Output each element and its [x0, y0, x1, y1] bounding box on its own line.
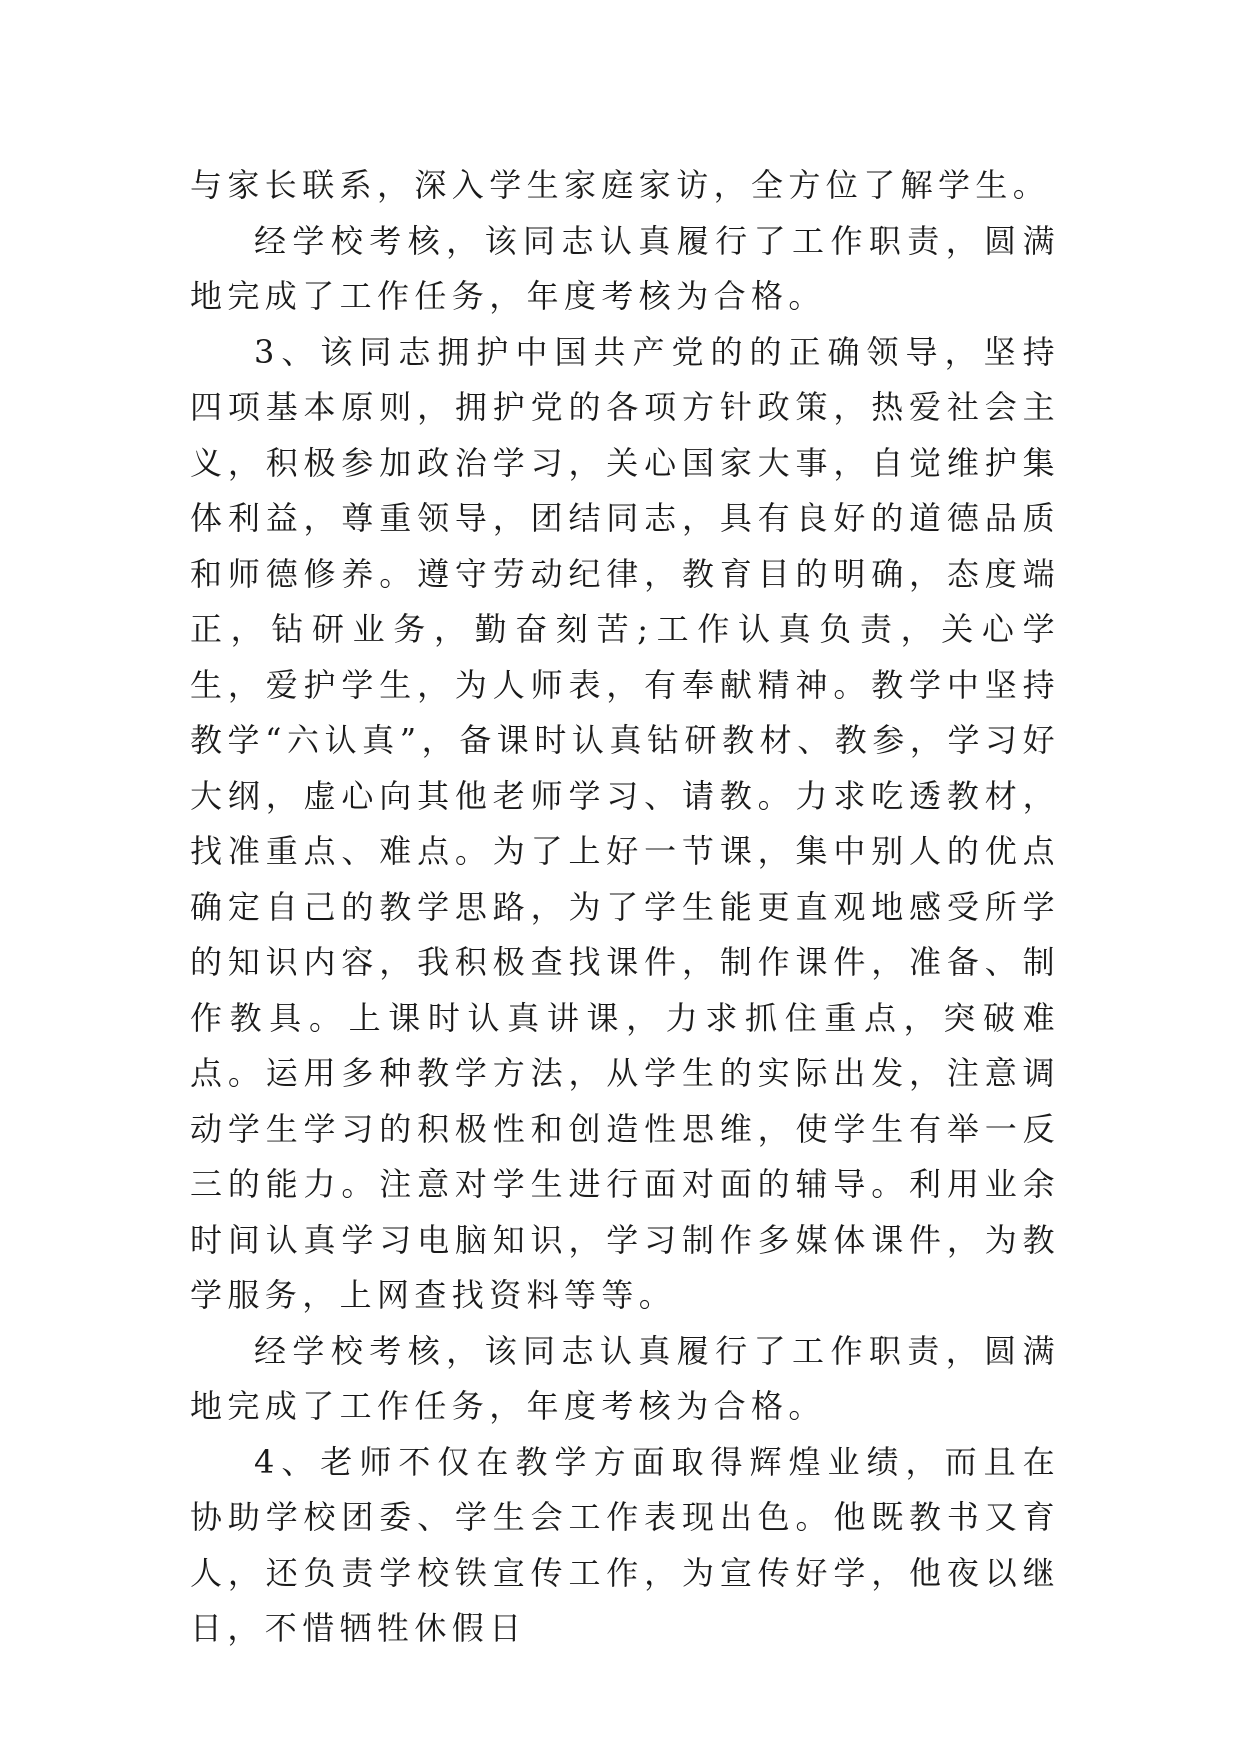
paragraph-evaluation-2: 经学校考核，该同志认真履行了工作职责，圆满地完成了工作任务，年度考核为合格。	[190, 1331, 1060, 1425]
paragraph-item-4: 4、老师不仅在教学方面取得辉煌业绩，而且在协助学校团委、学生会工作表现出色。他既教书又育人，还负责学校铁宣传工作，为宣传好学，他夜以继日，不惜牺牲休假日	[190, 1442, 1060, 1647]
paragraph-evaluation-1: 经学校考核，该同志认真履行了工作职责，圆满地完成了工作任务，年度考核为合格。	[190, 221, 1060, 315]
document-body	[190, 158, 1060, 1657]
paragraph-continuation: 与家长联系，深入学生家庭家访，全方位了解学生。	[190, 166, 1051, 204]
paragraph-item-3: 3、该同志拥护中国共产党的的正确领导，坚持四项基本原则，拥护党的各项方针政策，热爱社会主义，积极参加政治学习，关心国家大事，自觉维护集体利益，尊重领导，团结同志，具有良好的道德品质和师德修养。遵守劳动纪律，教育目的明确，态度端正，钻研业务，勤奋刻苦;工作认真负责，关心学生，爱护学生，为人师表，有奉献精神。教学中坚持教学“六认真”，备课时认真钻研教材、教参，学习好大纲，虚心向其他老师学习、请教。力求吃透教材，找准重点、难点。为了上好一节课，集中别人的优点确定自己的教学思路，为了学生能更直观地感受所学的知识内容，我积极查找课件，制作课件，准备、制作教具。上课时认真讲课，力求抓住重点，突破难点。运用多种教学方法，从学生的实际出发，注意调动学生学习的积极性和创造性思维，使学生有举一反三的能力。注意对学生进行面对面的辅导。利用业余时间认真学习电脑知识，学习制作多媒体课件，为教学服务，上网查找资料等等。	[190, 332, 1060, 1314]
